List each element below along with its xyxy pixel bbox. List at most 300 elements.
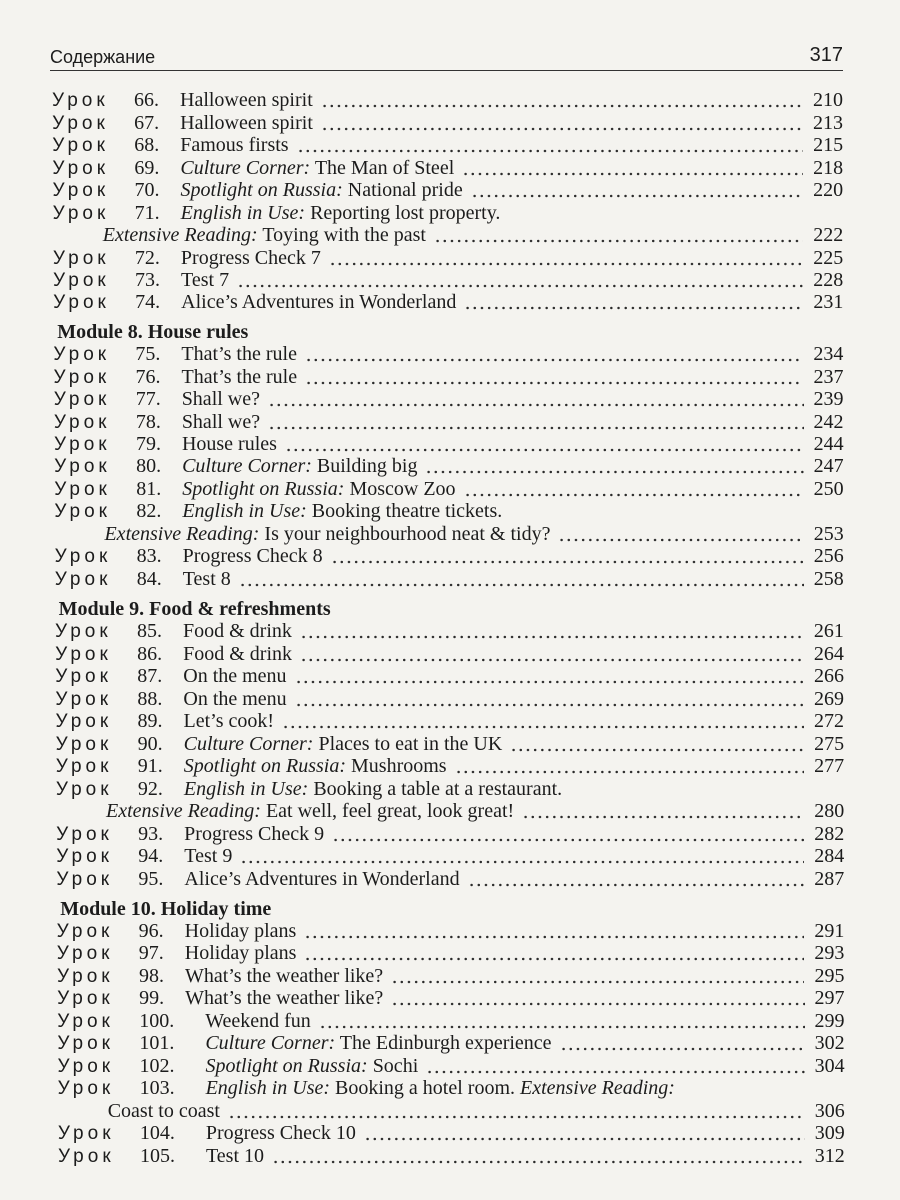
entry-title: [108, 1100, 220, 1123]
dot-leader: [391, 980, 804, 984]
lesson-label: Урок: [53, 434, 111, 455]
entry-text: Mushrooms: [346, 755, 447, 777]
entry-text: Food & drink: [183, 643, 293, 665]
entry-text: On the menu: [183, 688, 287, 710]
entry-text: On the menu: [183, 665, 287, 687]
dot-leader: [364, 1137, 805, 1141]
entry-text: Shall we?: [181, 388, 260, 410]
lesson-number: 70.: [134, 179, 160, 201]
toc-entry: [56, 778, 844, 801]
lesson-label: Урок: [57, 1011, 114, 1032]
toc-entry: [54, 411, 844, 434]
toc-entry: [54, 366, 844, 389]
dot-leader: [464, 306, 803, 310]
lesson-label: Урок: [54, 569, 112, 590]
page-number: 312: [814, 1145, 845, 1167]
entry-title: [182, 388, 260, 411]
toc-entry: [54, 455, 844, 478]
entry-section-label: Extensive Reading:: [520, 1077, 675, 1099]
lesson-label: Урок: [52, 180, 110, 201]
entry-text: That’s the rule: [181, 343, 297, 365]
entry-title: [103, 224, 426, 247]
entry-text: Eat well, feel great, look great!: [260, 800, 515, 822]
lesson-label: Урок: [55, 689, 113, 710]
entry-text: Holiday plans: [184, 942, 297, 964]
lesson-label: Урок: [52, 90, 109, 111]
lesson-label: Урок: [55, 644, 112, 665]
entry-title: [184, 710, 275, 733]
lesson-number: 79.: [135, 433, 161, 455]
lesson-number: 95.: [138, 868, 164, 890]
lesson-label: Урок: [56, 921, 114, 942]
entry-title: [181, 247, 321, 270]
lesson-number: 103.: [139, 1077, 175, 1099]
lesson-label: Урок: [56, 824, 113, 845]
lesson-label: Урок: [53, 270, 110, 291]
toc-entry: [54, 433, 844, 456]
page-number: 218: [813, 157, 844, 179]
page-number: 237: [813, 366, 844, 388]
entry-section-label: Culture Corner:: [182, 455, 312, 477]
lesson-number: 96.: [138, 920, 164, 942]
page-number: 228: [813, 269, 844, 291]
entry-title: [180, 134, 288, 157]
page-number: 213: [813, 112, 844, 134]
dot-leader: [319, 1025, 805, 1029]
lesson-label: Урок: [56, 846, 113, 867]
entry-title: [183, 545, 323, 568]
entry-text: Let’s cook!: [183, 710, 275, 732]
page-number: 282: [814, 823, 845, 845]
entry-text: Holiday plans: [184, 920, 297, 942]
lesson-number: 85.: [136, 620, 162, 642]
entry-title: [184, 868, 459, 891]
dot-leader: [331, 560, 804, 564]
page-number: 287: [814, 868, 845, 890]
lesson-label: Урок: [53, 412, 111, 433]
entry-section-label: Spotlight on Russia:: [205, 1055, 368, 1077]
entry-section-label: English in Use:: [182, 500, 307, 522]
entry-title: [206, 1077, 675, 1100]
lesson-number: 91.: [137, 755, 163, 777]
dot-leader: [305, 381, 803, 385]
toc-entry: [57, 1055, 844, 1078]
lesson-number: 73.: [135, 269, 161, 291]
entry-text: Halloween spirit: [180, 112, 313, 134]
page-number: 215: [813, 134, 844, 156]
page-header: [50, 44, 843, 71]
entry-text: Food & drink: [182, 620, 292, 642]
lesson-label: Урок: [56, 869, 114, 890]
lesson-number: 66.: [134, 89, 159, 111]
entry-title: [182, 366, 298, 389]
entry-section-label: Culture Corner:: [180, 157, 311, 179]
entry-title: [181, 269, 229, 292]
page-number: 272: [814, 710, 845, 732]
lesson-label: Урок: [54, 621, 112, 642]
entry-text: Booking a table at a restaurant.: [308, 778, 563, 800]
module-heading: Module 9. Food & refreshments: [58, 598, 331, 620]
entry-section-label: English in Use:: [183, 778, 309, 800]
lesson-number: 101.: [139, 1032, 175, 1054]
page-number: 220: [813, 179, 844, 201]
entry-section-label: English in Use:: [205, 1077, 331, 1099]
lesson-number: 86.: [137, 643, 163, 665]
dot-leader: [434, 239, 803, 243]
lesson-label: Урок: [56, 966, 114, 987]
entry-title: [182, 455, 417, 478]
entry-text: Alice’s Adventures in Wonderland: [184, 868, 460, 890]
lesson-number: 87.: [137, 665, 163, 687]
entry-section-label: Extensive Reading:: [102, 224, 258, 246]
entry-text: What’s the weather like?: [184, 965, 384, 987]
dot-leader: [297, 149, 803, 153]
entry-text: Test 10: [205, 1145, 265, 1167]
entry-text: Booking a hotel room.: [330, 1077, 520, 1099]
lesson-number: 69.: [134, 157, 160, 179]
toc-entry: [57, 987, 844, 1010]
lesson-label: Урок: [57, 1033, 114, 1054]
page-number: 266: [813, 665, 844, 687]
lesson-label: Урок: [54, 501, 111, 522]
toc-entry: [53, 291, 843, 314]
lesson-label: Урок: [55, 711, 113, 732]
lesson-label: Урок: [52, 248, 110, 269]
entry-text: Reporting lost property.: [305, 202, 501, 224]
entry-title: [184, 755, 447, 778]
toc-entry: [55, 665, 844, 688]
entry-section-label: Spotlight on Russia:: [183, 755, 346, 777]
entry-title: [185, 920, 297, 943]
entry-title: [205, 1055, 418, 1078]
page-number: 275: [814, 733, 845, 755]
entry-section-label: Spotlight on Russia:: [180, 179, 343, 201]
page-number: 242: [813, 411, 844, 433]
entry-text: Progress Check 8: [182, 545, 323, 567]
lesson-number: 98.: [138, 965, 164, 987]
page-number: 247: [813, 455, 844, 477]
lesson-number: 74.: [135, 291, 161, 313]
lesson-label: Урок: [53, 344, 111, 365]
dot-leader: [300, 658, 804, 662]
dot-leader: [285, 448, 804, 452]
entry-title: [185, 965, 383, 988]
dot-leader: [321, 127, 803, 131]
entry-text: House rules: [181, 433, 277, 455]
lesson-number: 83.: [136, 545, 162, 567]
toc-entry: [52, 157, 843, 180]
toc-entry: [58, 1122, 845, 1145]
dot-leader: [305, 358, 803, 362]
entry-title: [184, 823, 324, 846]
entry-text: Coast to coast: [107, 1100, 220, 1122]
lesson-label: Урок: [55, 756, 113, 777]
entry-title: [205, 1032, 551, 1055]
dot-leader: [510, 748, 804, 752]
lesson-number: 104.: [139, 1122, 175, 1144]
entry-text: Test 8: [182, 568, 231, 590]
dot-leader: [268, 426, 803, 430]
entry-section-label: Extensive Reading:: [104, 523, 260, 545]
entry-text: Weekend fun: [205, 1010, 311, 1032]
entry-text: Toying with the past: [257, 224, 426, 246]
entry-section-label: Culture Corner:: [205, 1032, 336, 1054]
entry-text: Sochi: [367, 1055, 419, 1077]
page-number: 231: [813, 291, 844, 313]
page-number: 295: [814, 965, 845, 987]
toc-entry: [53, 179, 844, 202]
page-number: 297: [814, 987, 845, 1009]
dot-leader: [462, 172, 803, 176]
toc-entry: [54, 500, 843, 523]
lesson-number: 89.: [137, 710, 163, 732]
lesson-label: Урок: [57, 1146, 115, 1167]
page-number: 239: [813, 388, 844, 410]
toc-entry: [53, 202, 844, 225]
toc-entry: [58, 1145, 845, 1168]
lesson-label: Урок: [55, 779, 113, 800]
lesson-number: 82.: [136, 500, 162, 522]
page-number: 250: [813, 478, 844, 500]
entry-section-label: Extensive Reading:: [106, 800, 261, 822]
page-number: 234: [813, 343, 844, 365]
entry-title: [180, 157, 454, 180]
entry-text: Halloween spirit: [180, 89, 313, 111]
lesson-number: 100.: [139, 1010, 175, 1032]
page-number: 284: [814, 845, 845, 867]
toc-entry: [57, 1032, 844, 1055]
dot-leader: [295, 703, 804, 707]
entry-title: [183, 665, 286, 688]
toc-entry: [58, 1100, 845, 1123]
page-number: 244: [813, 433, 844, 455]
entry-title: [104, 523, 550, 546]
toc-entry: [54, 388, 844, 411]
dot-leader: [240, 860, 804, 864]
dot-leader: [426, 1070, 804, 1074]
dot-leader: [300, 635, 804, 639]
toc-entry: [53, 224, 843, 247]
lesson-number: 67.: [134, 112, 160, 134]
dot-leader: [471, 194, 803, 198]
entry-section-label: English in Use:: [180, 202, 306, 224]
entry-title: [106, 800, 514, 823]
page-number: 225: [813, 247, 844, 269]
toc-entry: [58, 1077, 845, 1100]
entry-title: [184, 778, 562, 801]
toc-entry: [54, 478, 843, 501]
entry-text: Moscow Zoo: [344, 478, 456, 500]
lesson-label: Урок: [56, 943, 114, 964]
module-heading: Module 8. House rules: [57, 321, 249, 343]
dot-leader: [455, 770, 805, 774]
lesson-number: 105.: [139, 1145, 175, 1167]
entry-title: [206, 1122, 356, 1145]
dot-leader: [468, 883, 805, 887]
lesson-label: Урок: [53, 389, 111, 410]
lesson-label: Урок: [53, 367, 111, 388]
lesson-number: 93.: [138, 823, 164, 845]
entry-title: [182, 478, 455, 501]
dot-leader: [237, 284, 803, 288]
lesson-label: Урок: [52, 158, 110, 179]
dot-leader: [558, 538, 803, 542]
lesson-label: Урок: [52, 113, 109, 134]
toc-entry: [52, 112, 843, 135]
entry-title: [181, 179, 463, 202]
entry-title: [205, 1010, 311, 1033]
entry-text: Famous firsts: [180, 134, 289, 156]
dot-leader: [295, 680, 804, 684]
page-number: 253: [813, 523, 844, 545]
dot-leader: [268, 403, 804, 407]
toc-entry: [56, 823, 844, 846]
toc-entry: [56, 710, 845, 733]
toc-entry: [56, 845, 844, 868]
dot-leader: [304, 935, 804, 939]
entry-title: [181, 291, 456, 314]
entry-text: The Man of Steel: [310, 157, 455, 179]
entry-text: Progress Check 9: [184, 823, 325, 845]
toc-entry: [57, 942, 845, 965]
dot-leader: [332, 838, 804, 842]
dot-leader: [272, 1160, 805, 1164]
lesson-label: Урок: [53, 292, 110, 313]
dot-leader: [321, 104, 803, 108]
toc-entry: [56, 800, 844, 823]
entry-title: [181, 343, 297, 366]
entry-title: [183, 688, 286, 711]
lesson-number: 102.: [139, 1055, 175, 1077]
toc-entry: [52, 134, 843, 157]
dot-leader: [304, 957, 804, 961]
lesson-number: 71.: [134, 202, 160, 224]
entry-title: [185, 942, 297, 965]
lesson-number: 84.: [136, 568, 162, 590]
lesson-number: 78.: [135, 411, 161, 433]
page-number: 277: [814, 755, 845, 777]
toc-entry: [53, 269, 843, 292]
page-number: 258: [813, 568, 844, 590]
lesson-number: 94.: [138, 845, 164, 867]
toc-entry: [55, 688, 844, 711]
lesson-label: Урок: [54, 456, 111, 477]
entry-text: Shall we?: [181, 411, 261, 433]
page-number: 261: [813, 620, 844, 642]
entry-title: [182, 411, 260, 434]
lesson-label: Урок: [55, 666, 112, 687]
entry-text: National pride: [342, 179, 463, 201]
entry-title: [183, 620, 292, 643]
toc-entry: [56, 755, 844, 778]
lesson-label: Урок: [52, 203, 110, 224]
toc-entry: [55, 545, 844, 568]
page-number: 264: [813, 643, 844, 665]
lesson-label: Урок: [54, 479, 111, 500]
toc-entry: [55, 643, 844, 666]
page-number: 210: [813, 89, 843, 111]
toc-entry: [57, 920, 845, 943]
toc-entry: [52, 89, 843, 112]
dot-leader: [391, 1002, 804, 1006]
entry-text: Progress Check 10: [205, 1122, 356, 1144]
lesson-number: 77.: [135, 388, 161, 410]
entry-text: Is your neighbourhood neat & tidy?: [259, 523, 551, 545]
lesson-label: Урок: [57, 1056, 115, 1077]
entry-title: [184, 733, 503, 756]
toc-entry: [53, 343, 843, 366]
page-number: 280: [814, 800, 845, 822]
entry-title: [180, 89, 313, 112]
entry-text: Progress Check 7: [180, 247, 321, 269]
dot-leader: [282, 725, 804, 729]
dot-leader: [239, 583, 804, 587]
entry-title: [183, 643, 292, 666]
entry-section-label: Culture Corner:: [183, 733, 314, 755]
entry-section-label: Spotlight on Russia:: [182, 478, 345, 500]
lesson-number: 80.: [136, 455, 162, 477]
page-number: 309: [814, 1122, 845, 1144]
lesson-number: 90.: [137, 733, 163, 755]
entry-text: Test 7: [181, 269, 230, 291]
entry-text: Booking theatre tickets.: [306, 500, 503, 522]
entry-title: [181, 202, 501, 225]
entry-title: [185, 987, 383, 1010]
toc-entry: [56, 868, 844, 891]
toc-entry: [53, 247, 843, 270]
page-number: 299: [814, 1010, 845, 1032]
entry-title: [182, 500, 502, 523]
dot-leader: [329, 262, 803, 266]
lesson-number: 75.: [135, 343, 161, 365]
dot-leader: [560, 1047, 805, 1051]
entry-title: [184, 845, 232, 868]
dot-leader: [522, 815, 804, 819]
lesson-label: Урок: [54, 546, 112, 567]
lesson-label: Урок: [57, 988, 114, 1009]
entry-text: Places to eat in the UK: [313, 733, 503, 755]
page-number: 222: [813, 224, 844, 246]
entry-title: [182, 433, 277, 456]
lesson-label: Урок: [57, 1123, 115, 1144]
lesson-label: Урок: [57, 1078, 115, 1099]
dot-leader: [464, 493, 804, 497]
page-number: 306: [814, 1100, 845, 1122]
toc-entry: [56, 733, 844, 756]
page-number: 256: [813, 545, 844, 567]
lesson-number: 88.: [137, 688, 163, 710]
page-number: 291: [814, 920, 845, 942]
page-number: 269: [814, 688, 844, 710]
lesson-number: 68.: [134, 134, 160, 156]
lesson-label: Урок: [55, 734, 113, 755]
module-heading: Module 10. Holiday time: [60, 898, 272, 920]
lesson-number: 76.: [135, 366, 161, 388]
entry-title: [180, 112, 313, 135]
toc-entry: [55, 568, 844, 591]
lesson-label: Урок: [52, 135, 109, 156]
header-title: Содержание: [50, 47, 156, 67]
page-number: 302: [814, 1032, 845, 1054]
page-number: 293: [814, 942, 845, 964]
toc-entry: [57, 965, 845, 988]
entry-text: The Edinburgh experience: [335, 1032, 552, 1054]
page-number: 304: [814, 1055, 845, 1077]
lesson-number: 92.: [137, 778, 163, 800]
entry-text: That’s the rule: [181, 366, 298, 388]
lesson-number: 81.: [136, 478, 162, 500]
toc-entry: [57, 1010, 844, 1033]
